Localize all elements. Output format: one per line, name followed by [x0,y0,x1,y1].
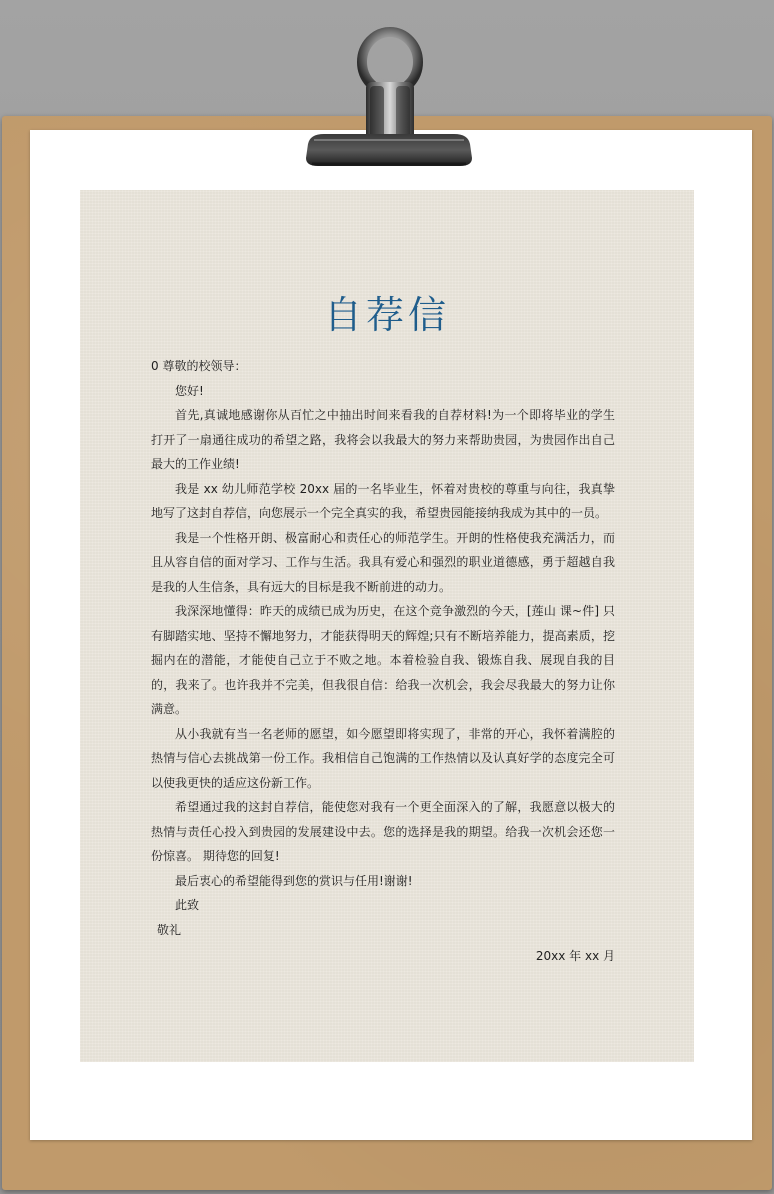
binder-clip-icon [300,26,478,176]
letter-title: 自荐信 [323,293,450,337]
regards: 敬礼 [157,922,182,937]
letter-date: 20xx 年 xx 月 [535,949,615,963]
letter-paper [80,190,694,1062]
paragraph: 首先,真诚地感谢你从百忙之中抽出时间来看我的自荐材料!为一个即将毕业的学生打开了一扇通往成功的希望之路，我将会以我最大的努力来帮助贵园，为贵园作出自己最大的工作业绩! [151,408,615,471]
paragraph: 希望通过我的这封自荐信，能使您对我有一个更全面深入的了解，我愿意以极大的热情与责任心投入到贵园的发展建设中去。您的选择是我的期望。给我一次机会还您一份惊喜。 期待您的回复! [151,800,615,863]
closing: 此致 [175,898,200,912]
paragraph: 我是一个性格开朗、极富耐心和责任心的师范学生。开朗的性格使我充满活力，而且从容自信的面对学习、工作与生活。我具有爱心和强烈的职业道德感，勇于超越自我是我的人生信条，具有远大的目标是我不断前进的动力。 [151,530,615,594]
salutation: 0 尊敬的校领导： [151,359,247,373]
greeting: 您好! [175,383,204,398]
paragraph: 我深深地懂得：昨天的成绩已成为历史，在这个竞争激烈的今天，[莲山 课~件] 只有脚踏实地、坚持不懈地努力，才能获得明天的辉煌;只有不断培养能力，提高素质，挖掘内在的潜能，才能使自己立于不败之地。本着检验自我、锻炼自我、展现自我的目的，我来了。也许我并不完美，但我很自信：给我一次机会，我会尽我最大的努力让你满意。 [151,604,615,716]
paragraph: 最后衷心的希望能得到您的赏识与任用!谢谢! [175,873,413,888]
letter-body [151,354,615,969]
paragraph: 我是 xx 幼儿师范学校 20xx 届的一名毕业生，怀着对贵校的尊重与向往，我真挚地写了这封自荐信，向您展示一个完全真实的我，希望贵园能接纳我成为其中的一员。 [151,481,615,520]
paragraph: 从小我就有当一名老师的愿望，如今愿望即将实现了，非常的开心，我怀着满腔的热情与信心去挑战第一份工作。我相信自己饱满的工作热情以及认真好学的态度完全可以使我更快的适应这份新工作。 [151,726,615,790]
